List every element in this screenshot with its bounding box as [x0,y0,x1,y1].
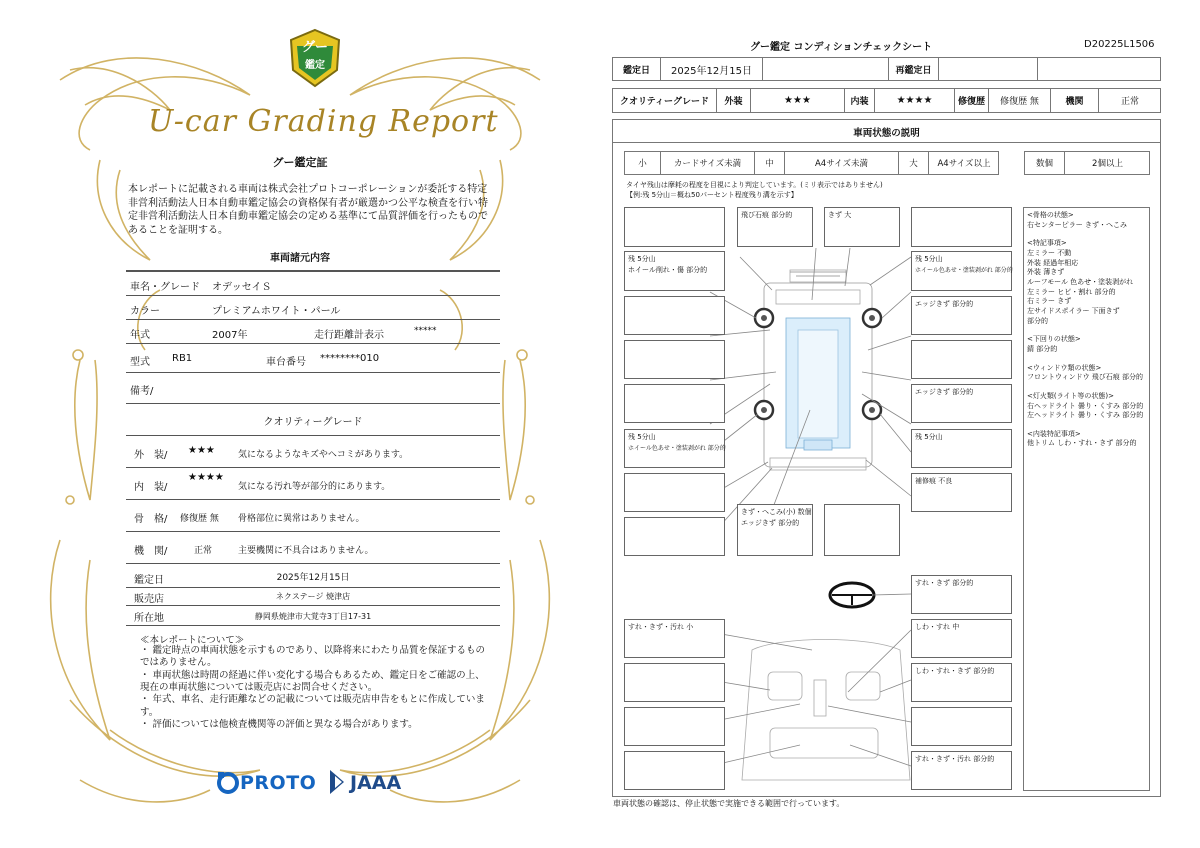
note-line: 左ヘッドライト 曇り・くすみ 部分的 [1027,411,1144,420]
note-line: 部分的 [1027,316,1048,325]
date-label: 鑑定日 [613,58,661,80]
box-front-1: 飛び石痕 部分的 [737,207,813,247]
model-value: RB1 [172,353,193,364]
year-value: 2007年 [212,330,248,341]
date-value: 2025年12月15日 [661,58,763,80]
dealer-value: ネクステージ 焼津店 [275,592,351,601]
box-front-left-top [624,207,725,247]
box-seat-left-4 [624,751,725,790]
row-date [126,564,500,588]
tire-note-1: タイヤ残山は摩耗の程度を目視により判定しています。(ミリ表示ではありません) [626,181,883,189]
chassis-label: 車台番号 [266,357,306,368]
addr-label: 所在地 [134,613,164,624]
row-color [126,296,500,320]
count-value: 2個以上 [1092,159,1123,169]
cert-title: グー鑑定証 [272,156,328,169]
legend-mid: 中 [755,152,785,174]
row-dealer [126,588,500,606]
legend-small: 小 [625,152,661,174]
box-seat-left-2 [624,663,725,702]
ext-label: 外装 [717,89,751,112]
dealer-label: 販売店 [134,594,164,605]
quality-title: クオリティーグレード [263,417,363,428]
year-label: 年式 [130,330,150,341]
box-right-7: 補修痕 不良 [911,473,1012,512]
box-right-4 [911,340,1012,379]
name-value: オデッセイＳ [212,282,272,293]
engine-text: 主要機関に不具合はありません。 [238,546,374,556]
note-line: 錆 部分的 [1027,344,1058,353]
box-seat-right-1: しわ・すれ 中 [911,619,1012,658]
box-left-front-wheel: 残 5分山 ホイール削れ・傷 部分的 [624,251,725,291]
row-remarks [126,373,500,404]
color-value: プレミアムホワイト・パール [212,306,341,317]
qg-label: クオリティーグレード [613,89,717,112]
count-label: 数個 [1025,152,1065,174]
box-left-3 [624,296,725,335]
chassis-value: ********010 [320,353,380,364]
script-title: U-car Grading Report [148,104,499,139]
note-item: ・ 車両状態は時間の経過に伴い変化する場合もあるため、鑑定日をご確認の上、現在の車両状態については販売店にお問合せください。 [140,669,485,694]
note-line: <灯火類(ライト等の状態)> [1027,391,1114,400]
row-name [126,272,500,296]
date-value: 2025年12月15日 [276,573,350,583]
badge-bottom-text: 鑑定 [305,60,325,71]
ext-stars: ★★★ [751,89,845,112]
ext-stars: ★★★ [188,445,215,456]
proto-logo-icon [216,770,240,796]
note-line: 他トリム しわ・すれ・きず 部分的 [1027,439,1137,448]
box-right-1 [911,207,1012,247]
note-line: 右ヘッドライト 曇り・くすみ 部分的 [1027,401,1144,410]
int-stars: ★★★★ [875,89,955,112]
box-left-7 [624,473,725,512]
note-item: ・ 鑑定時点の車両状態を示すものであり、以降将来にわたり品質を保証するものではありません。 [140,645,486,669]
legend-large-desc: A4サイズ以上 [937,159,991,169]
notes-title: ≪本レポートについて≫ [140,635,245,646]
tire-note-2: 【例:残 5分山＝概ね50パーセント程度残り溝を示す】 [626,191,798,199]
note-line: 右センターピラー きず・へこみ [1027,220,1127,229]
int-label: 内装 [845,89,875,112]
box-left-rear-wheel: 残 5分山 ホイール色あせ・塗装剥がれ 部分的 [624,429,725,468]
note-line: <内装特記事項> [1027,429,1081,438]
frame-text: 骨格部位に異常はありません。 [238,514,365,524]
row-exterior [126,436,500,468]
note-item: ・ 年式、車名、走行距離などの記載については販売店申告をもとに作成しています。 [140,694,485,718]
footer-note: 車両状態の確認は、停止状態で実施できる範囲で行っています。 [613,799,845,808]
legend-small-desc: カードサイズ未満 [661,152,755,174]
row-model [126,344,500,373]
note-line: <骨格の状態> [1027,211,1074,219]
color-label: カラー [130,306,160,317]
note-line: ルーフモール 色あせ・塗装剥がれ [1027,277,1134,286]
box-right-3: エッジきず 部分的 [911,296,1012,335]
box-rear-1: きず・へこみ(小) 数個 エッジきず 部分的 [737,504,813,556]
engine-label: 機 関/ [134,546,168,557]
box-seat-left-3 [624,707,725,746]
box-seat-right-2: しわ・すれ・きず 部分的 [911,663,1012,702]
note-line: 左サイドスポイラー 下面きず [1027,306,1120,315]
row-year [126,320,500,344]
mileage-value: ***** [414,326,437,336]
box-right-front-wheel: 残 5分山 ホイール色あせ・塗装剥がれ 部分的 [911,251,1012,291]
engine-value: 正常 [194,546,213,556]
badge-top-text: グー [301,40,328,55]
box-seat-left-1: すれ・きず・汚れ 小 [624,619,725,658]
legend-large: 大 [899,152,929,174]
remarks-label: 備考/ [130,386,154,397]
row-engine [126,532,500,564]
addr-value: 静岡県焼津市大覚寺3丁目17-31 [254,612,372,621]
condition-check-sheet [600,0,1200,848]
notes-list [140,645,490,731]
model-label: 型式 [130,357,150,368]
repair-label: 修復歴 [955,89,989,112]
box-left-5 [624,384,725,423]
int-label: 内 装/ [134,482,168,493]
note-item: ・ 評価については他検査機関等の評価と異なる場合があります。 [140,719,418,731]
int-stars: ★★★★ [188,472,224,483]
int-text: 気になる汚れ等が部分的にあります。 [238,482,391,492]
proto-logo-text: PROTO [240,772,317,794]
box-right-5: エッジきず 部分的 [911,384,1012,423]
repair-value: 修復歴 無 [989,89,1051,112]
engine-label: 機関 [1051,89,1099,112]
note-line: フロントウィンドウ 飛び石痕 部分的 [1027,373,1144,382]
box-rear-2 [824,504,900,556]
note-line: <ウィンドウ類の状態> [1027,363,1102,372]
doc-id: D20225L1506 [1084,39,1155,50]
name-label: 車名・グレード [130,282,200,293]
state-title: 車両状態の説明 [612,119,1161,143]
specs-title: 車両諸元内容 [270,253,330,264]
redate-label: 再鑑定日 [889,58,939,80]
box-left-4 [624,340,725,379]
ext-text: 気になるようなキズやヘコミがあります。 [238,450,409,460]
note-line: 外装 経過年相応 [1027,258,1079,267]
legend-mid-desc: A4サイズ未満 [785,152,899,174]
date-label: 鑑定日 [134,575,164,586]
frame-value: 修復歴 無 [180,514,219,524]
note-line: <下回りの状態> [1027,335,1081,344]
box-seat-right-4: すれ・きず・汚れ 部分的 [911,751,1012,790]
row-address [126,606,500,626]
note-line: 左ミラー 不動 [1027,248,1072,257]
box-left-8 [624,517,725,556]
frame-label: 骨 格/ [134,514,168,525]
row-frame [126,500,500,532]
note-line: 左ミラー ヒビ・割れ 部分的 [1027,287,1116,296]
jaaa-logo-text: JAAA [350,772,402,794]
mileage-label: 走行距離計表示 [314,330,384,341]
box-right-rear-wheel: 残 5分山 [911,429,1012,468]
note-line: 右ミラー きず [1027,297,1072,306]
box-seat-right-3 [911,707,1012,746]
box-front-2: きず 大 [824,207,900,247]
ext-label: 外 装/ [134,450,168,461]
note-line: <特記事項> [1027,239,1067,248]
note-line: 外装 薄きず [1027,268,1065,277]
box-steering: すれ・きず 部分的 [911,575,1012,614]
engine-value: 正常 [1120,97,1139,107]
intro-text: 本レポートに記載される車両は株式会社プロトコーポレーションが委託する特定非営利活動法人日本自動車鑑定協会の資格保有者が厳選かつ公平な検査を行い特定非営利活動法人日本自動車鑑定協会の定める基準にて品質評価を行ったものであることを証明する。 [128,184,488,236]
row-interior [126,468,500,500]
jaaa-logo-icon [326,768,348,796]
sheet-title: グー鑑定 コンディションチェックシート [750,42,933,53]
row-quality-title [126,404,500,436]
